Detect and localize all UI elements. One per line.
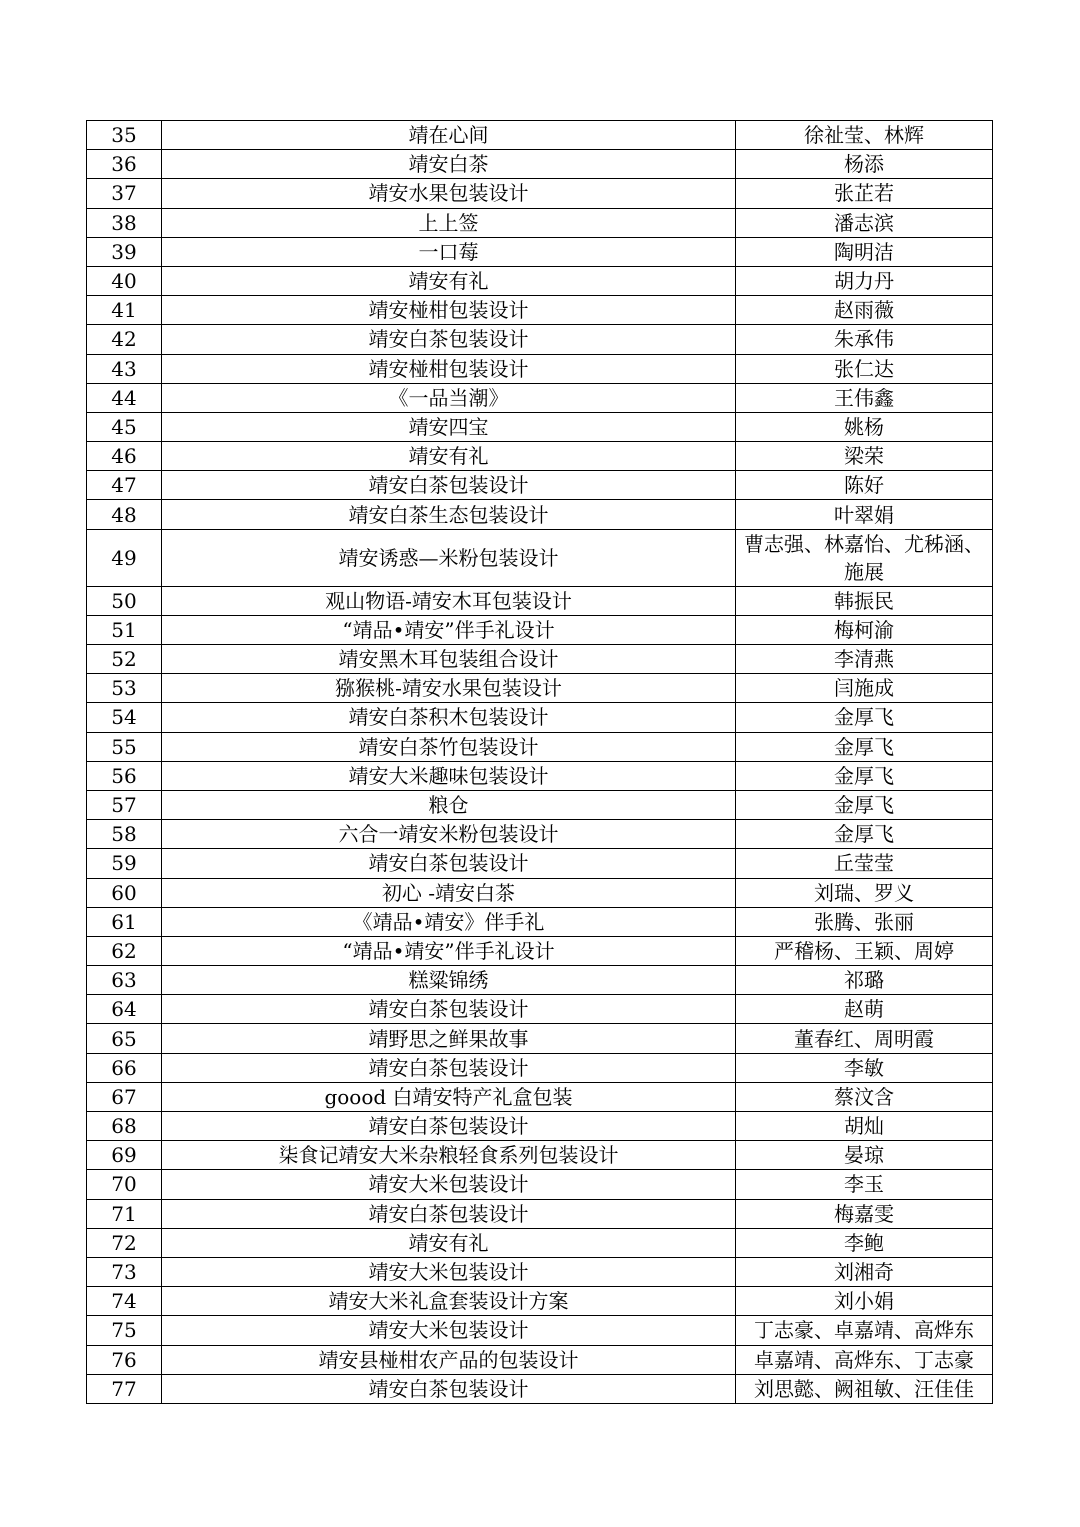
row-number-cell: 41 [87,296,162,325]
title-cell: 靖安椪柑包装设计 [162,354,736,383]
author-cell: 蔡汶含 [736,1082,993,1111]
table-row [87,732,993,761]
row-number-cell: 67 [87,1082,162,1111]
table-row [87,325,993,354]
author-cell: 胡力丹 [736,266,993,295]
table-row [87,645,993,674]
author-cell: 徐祉莹、林辉 [736,121,993,150]
row-number-cell: 61 [87,907,162,936]
table-row [87,1199,993,1228]
row-number-cell: 72 [87,1228,162,1257]
author-cell: 梅柯渝 [736,615,993,644]
table-row [87,878,993,907]
table-row [87,442,993,471]
table-row [87,615,993,644]
author-cell: 李清燕 [736,645,993,674]
author-cell: 刘小娟 [736,1287,993,1316]
row-number-cell: 46 [87,442,162,471]
author-cell: 刘瑞、罗义 [736,878,993,907]
row-number-cell: 73 [87,1257,162,1286]
author-cell: 刘思懿、阙祖敏、汪佳佳 [736,1374,993,1403]
row-number-cell: 48 [87,500,162,529]
author-cell: 卓嘉靖、高烨东、丁志豪 [736,1345,993,1374]
row-number-cell: 50 [87,586,162,615]
author-cell: 杨添 [736,150,993,179]
table-row [87,1287,993,1316]
table-row [87,296,993,325]
author-cell: 丘莹莹 [736,849,993,878]
author-cell: 张腾、张丽 [736,907,993,936]
title-cell: 靖安白茶包装设计 [162,1112,736,1141]
title-cell: 靖安诱惑—米粉包装设计 [162,529,736,586]
author-cell: 丁志豪、卓嘉靖、高烨东 [736,1316,993,1345]
row-number-cell: 38 [87,208,162,237]
table-row [87,500,993,529]
table-row [87,354,993,383]
title-cell: 靖安有礼 [162,442,736,471]
row-number-cell: 43 [87,354,162,383]
title-cell: 《靖品•靖安》伴手礼 [162,907,736,936]
title-cell: 靖安大米包装设计 [162,1257,736,1286]
author-cell: 陶明洁 [736,237,993,266]
author-cell: 金厚飞 [736,761,993,790]
table-row [87,1141,993,1170]
title-cell: 《一品当潮》 [162,383,736,412]
author-cell: 闫施成 [736,674,993,703]
table-row [87,208,993,237]
table-row [87,703,993,732]
table-row [87,586,993,615]
title-cell: 靖安白茶包装设计 [162,1199,736,1228]
title-cell: 靖安白茶生态包装设计 [162,500,736,529]
row-number-cell: 42 [87,325,162,354]
title-cell: 靖安白茶包装设计 [162,471,736,500]
table-row [87,790,993,819]
row-number-cell: 77 [87,1374,162,1403]
table-row [87,995,993,1024]
title-cell: 靖安白茶包装设计 [162,849,736,878]
table-row [87,1082,993,1111]
title-cell: 靖安白茶包装设计 [162,1374,736,1403]
table-row [87,966,993,995]
title-cell: 粮仓 [162,790,736,819]
table-row [87,761,993,790]
title-cell: goood 白靖安特产礼盒包装 [162,1082,736,1111]
author-cell: 金厚飞 [736,790,993,819]
row-number-cell: 49 [87,529,162,586]
author-cell: 董春红、周明霞 [736,1024,993,1053]
title-cell: 观山物语-靖安木耳包装设计 [162,586,736,615]
row-number-cell: 55 [87,732,162,761]
title-cell: 靖安有礼 [162,266,736,295]
row-number-cell: 64 [87,995,162,1024]
author-cell: 李敏 [736,1053,993,1082]
table-row [87,849,993,878]
row-number-cell: 51 [87,615,162,644]
row-number-cell: 60 [87,878,162,907]
table-row [87,674,993,703]
title-cell: 靖安椪柑包装设计 [162,296,736,325]
table-row [87,179,993,208]
row-number-cell: 35 [87,121,162,150]
author-cell: 胡灿 [736,1112,993,1141]
table-row [87,907,993,936]
title-cell: 靖安大米包装设计 [162,1170,736,1199]
author-cell: 朱承伟 [736,325,993,354]
author-cell: 赵萌 [736,995,993,1024]
title-cell: 猕猴桃-靖安水果包装设计 [162,674,736,703]
title-cell: 一口莓 [162,237,736,266]
row-number-cell: 40 [87,266,162,295]
table-row [87,1345,993,1374]
table-row [87,412,993,441]
author-cell: 赵雨薇 [736,296,993,325]
row-number-cell: 71 [87,1199,162,1228]
author-cell: 王伟鑫 [736,383,993,412]
title-cell: 靖安水果包装设计 [162,179,736,208]
table-row [87,1053,993,1082]
table-row [87,1316,993,1345]
author-cell: 金厚飞 [736,703,993,732]
table-row [87,266,993,295]
row-number-cell: 74 [87,1287,162,1316]
title-cell: 靖安白茶包装设计 [162,1053,736,1082]
row-number-cell: 36 [87,150,162,179]
table-row [87,529,993,586]
table-row [87,1257,993,1286]
title-cell: 上上签 [162,208,736,237]
title-cell: 靖安白茶 [162,150,736,179]
row-number-cell: 70 [87,1170,162,1199]
row-number-cell: 69 [87,1141,162,1170]
author-cell: 严稽杨、王颖、周婷 [736,936,993,965]
table-row [87,237,993,266]
author-cell: 金厚飞 [736,732,993,761]
row-number-cell: 59 [87,849,162,878]
author-cell: 张仁达 [736,354,993,383]
author-cell: 陈好 [736,471,993,500]
row-number-cell: 44 [87,383,162,412]
author-cell: 刘湘奇 [736,1257,993,1286]
title-cell: 靖安白茶包装设计 [162,995,736,1024]
title-cell: 靖安四宝 [162,412,736,441]
entries-table [86,120,993,1404]
table-row [87,1024,993,1053]
table-row [87,936,993,965]
row-number-cell: 65 [87,1024,162,1053]
row-number-cell: 68 [87,1112,162,1141]
title-cell: 靖安大米趣味包装设计 [162,761,736,790]
table-row [87,150,993,179]
author-cell: 梁荣 [736,442,993,471]
row-number-cell: 39 [87,237,162,266]
table-row [87,1228,993,1257]
author-cell: 晏琼 [736,1141,993,1170]
row-number-cell: 45 [87,412,162,441]
title-cell: 靖安白茶竹包装设计 [162,732,736,761]
author-cell: 祁璐 [736,966,993,995]
row-number-cell: 62 [87,936,162,965]
title-cell: 柒食记靖安大米杂粮轻食系列包装设计 [162,1141,736,1170]
title-cell: 靖在心间 [162,121,736,150]
table-row [87,820,993,849]
row-number-cell: 66 [87,1053,162,1082]
title-cell: 靖野思之鲜果故事 [162,1024,736,1053]
author-cell: 姚杨 [736,412,993,441]
table-row [87,121,993,150]
row-number-cell: 58 [87,820,162,849]
row-number-cell: 63 [87,966,162,995]
row-number-cell: 57 [87,790,162,819]
author-cell: 曹志强、林嘉怡、尤秭涵、施展 [736,529,993,586]
title-cell: 糕粱锦绣 [162,966,736,995]
row-number-cell: 37 [87,179,162,208]
title-cell: 靖安大米包装设计 [162,1316,736,1345]
table-row [87,471,993,500]
author-cell: 叶翠娟 [736,500,993,529]
table-row [87,1112,993,1141]
title-cell: 六合一靖安米粉包装设计 [162,820,736,849]
author-cell: 梅嘉雯 [736,1199,993,1228]
title-cell: 靖安有礼 [162,1228,736,1257]
author-cell: 李鲍 [736,1228,993,1257]
title-cell: 靖安白茶包装设计 [162,325,736,354]
title-cell: 靖安大米礼盒套装设计方案 [162,1287,736,1316]
table-row [87,383,993,412]
title-cell: “靖品•靖安”伴手礼设计 [162,615,736,644]
row-number-cell: 54 [87,703,162,732]
row-number-cell: 75 [87,1316,162,1345]
title-cell: 靖安县椪柑农产品的包装设计 [162,1345,736,1374]
row-number-cell: 52 [87,645,162,674]
author-cell: 张芷若 [736,179,993,208]
table-row [87,1170,993,1199]
author-cell: 韩振民 [736,586,993,615]
row-number-cell: 76 [87,1345,162,1374]
author-cell: 潘志滨 [736,208,993,237]
entries-table-body [87,121,993,1404]
row-number-cell: 53 [87,674,162,703]
title-cell: 初心 -靖安白茶 [162,878,736,907]
title-cell: “靖品•靖安”伴手礼设计 [162,936,736,965]
author-cell: 金厚飞 [736,820,993,849]
table-row [87,1374,993,1403]
row-number-cell: 56 [87,761,162,790]
title-cell: 靖安白茶积木包装设计 [162,703,736,732]
author-cell: 李玉 [736,1170,993,1199]
title-cell: 靖安黑木耳包装组合设计 [162,645,736,674]
row-number-cell: 47 [87,471,162,500]
